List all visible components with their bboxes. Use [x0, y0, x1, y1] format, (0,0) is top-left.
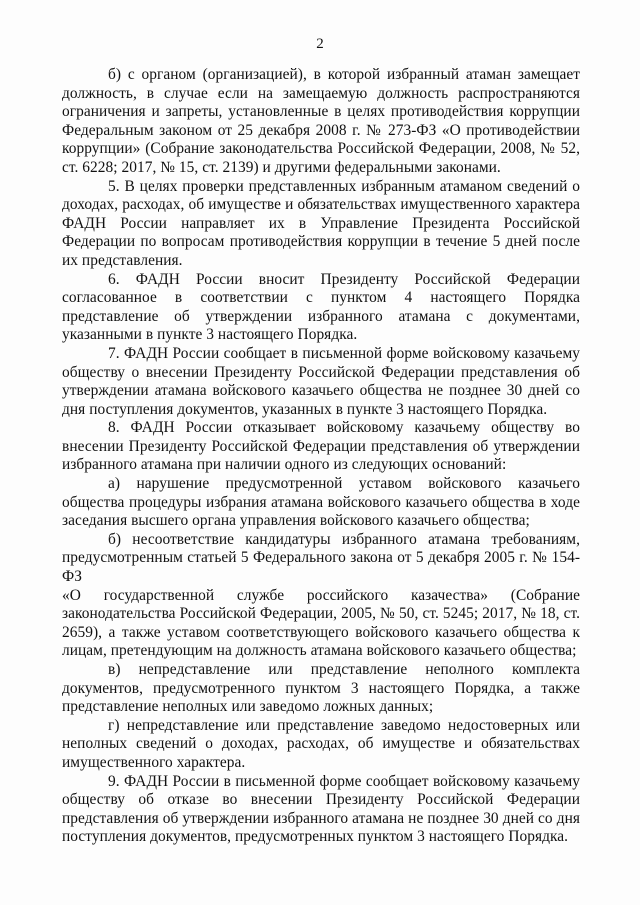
paragraph-8: 8. ФАДН России отказывает войсковому казачьему обществу во внесении Президенту Российской Федерации представления об утверждении избранного атамана при наличии одного из следующих оснований: [62, 419, 580, 474]
paragraph-5: 5. В целях проверки представленных избранным атаманом сведений о доходах, расходах, об имуществе и обязательствах имущественного характера ФАДН России направляет их в Управление Президента Российской Федерации по вопросам противодействия коррупции в течение 5 дней после их представления. [62, 177, 580, 269]
paragraph-7: 7. ФАДН России сообщает в письменной форме войсковому казачьему обществу о внесении Президенту Российской Федерации представления об утверждении атамана войскового казачьего общества не позднее 30 дней со дня поступления документов, указанных в пункте 3 настоящего Порядка. [62, 344, 580, 418]
paragraph-8a: а) нарушение предусмотренной уставом войскового казачьего общества процедуры избрания атамана войскового казачьего общества в ходе заседания высшего органа управления войскового казачьего общества; [62, 475, 580, 530]
paragraph-9: 9. ФАДН России в письменной форме сообщает войсковому казачьему обществу об отказе во внесении Президенту Российской Федерации представления об утверждении избранного атамана не позднее 30 дней со дня поступления документов, предусмотренных пунктом 3 настоящего Порядка. [62, 772, 580, 846]
page-number: 2 [316, 36, 324, 52]
document-body [62, 66, 580, 847]
paragraph-6: 6. ФАДН России вносит Президенту Российской Федерации согласованное в соответствии с пунктом 4 настоящего Порядка представление об утверждении избранного атамана с документами, указанными в пункте 3 настоящего Порядка. [62, 270, 580, 344]
paragraph-8b: б) несоответствие кандидатуры избранного атамана требованиям, предусмотренным статьей 5 Федерального закона от 5 декабря 2005 г. № 154-ФЗ [62, 530, 580, 586]
paragraph-8g: г) непредставление или представление заведомо недостоверных или неполных сведений о доходах, расходах, об имуществе и обязательствах имущественного характера. [62, 716, 580, 771]
paragraph-4b: б) с органом (организацией), в которой избранный атаман замещает должность, в случае если на замещаемую должность распространяются ограничения и запреты, установленные в целях противодействия коррупции Федеральным законом от 25 декабря 2008 г. № 273-ФЗ «О противодействии коррупции» (Собрание законодательства Российской Федерации, 2008, № 52, ст. 6228; 2017, № 15, ст. 2139) и другими федеральными законами. [62, 66, 580, 176]
paragraph-8b-continued: «О государственной службе российского казачества» (Собрание законодательства Российской Федерации, 2005, № 50, ст. 5245; 2017, № 18, ст. 2659), а также уставом соответствующего войскового казачьего общества к лицам, претендующим на должность атамана войскового казачьего общества; [62, 586, 580, 660]
paragraph-8v: в) непредставление или представление неполного комплекта документов, предусмотренного пунктом 3 настоящего Порядка, а также представление неполных или заведомо ложных данных; [62, 661, 580, 716]
